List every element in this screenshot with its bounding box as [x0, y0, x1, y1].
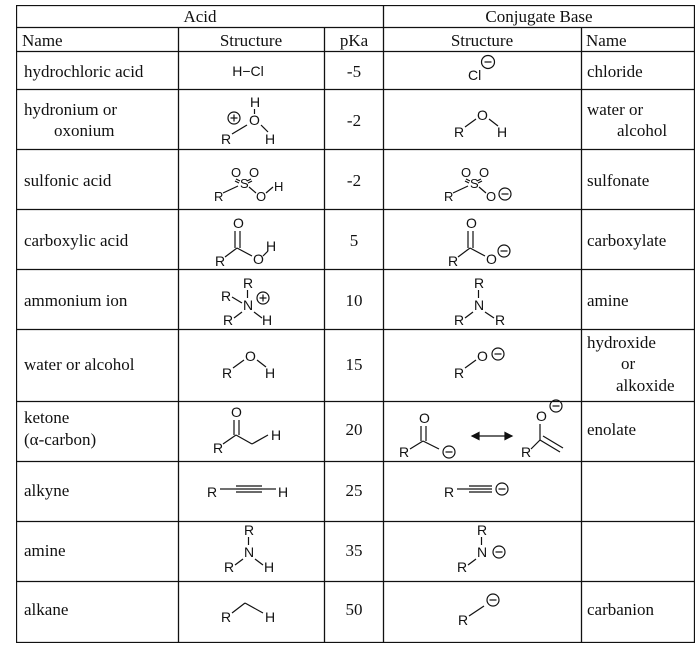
ketone-structure [213, 404, 281, 456]
svg-text:R: R [221, 288, 232, 304]
pka-value: 25 [345, 481, 363, 500]
pka-value: 15 [345, 355, 363, 374]
svg-text:H: H [266, 238, 277, 254]
svg-text:H−Cl: H−Cl [232, 63, 264, 79]
acid-name: carboxylic acid [24, 231, 129, 250]
svg-text:O: O [419, 410, 430, 426]
acid-name: water or alcohol [24, 355, 135, 374]
svg-text:H: H [265, 609, 276, 625]
svg-text:N: N [474, 297, 485, 313]
acid-group-header: Acid [183, 7, 217, 26]
pka-value: -2 [346, 111, 362, 130]
oxonium-structure [221, 94, 275, 147]
svg-text:R: R [221, 609, 232, 625]
svg-text:H: H [262, 312, 273, 328]
svg-text:O: O [477, 107, 488, 123]
pka-value: -5 [346, 62, 362, 81]
base-name-column-header: Name [586, 31, 627, 50]
base-structure-column-header: Structure [450, 31, 514, 50]
hcl-structure [232, 63, 264, 79]
resonance-arrow [472, 433, 512, 440]
svg-text:R: R [457, 559, 468, 575]
carboxylic-acid-structure [215, 215, 276, 269]
svg-text:R: R [454, 365, 465, 381]
water-alcohol-structure [222, 348, 275, 381]
svg-text:O: O [249, 112, 260, 128]
alkane-structure [221, 603, 275, 625]
acid-name: amine [24, 541, 66, 560]
svg-text:R: R [477, 522, 488, 538]
pka-table [16, 5, 695, 643]
acid-name: alkyne [24, 481, 70, 500]
sulfonic-acid-structure [214, 165, 283, 204]
base-name: enolate [587, 420, 637, 439]
svg-text:R: R [495, 312, 506, 328]
pka-column-header: pKa [339, 31, 369, 50]
svg-text:O: O [486, 189, 497, 204]
name-column-header: Name [22, 31, 63, 50]
svg-text:O: O [466, 215, 477, 231]
svg-text:R: R [215, 253, 226, 269]
acid-name: (α-carbon) [24, 430, 97, 449]
base-name: alcohol [617, 121, 668, 140]
svg-text:R: R [454, 312, 465, 328]
svg-text:R: R [221, 131, 232, 147]
pka-value: 10 [345, 291, 363, 310]
svg-text:O: O [245, 348, 256, 364]
svg-text:O: O [233, 215, 244, 231]
carboxylate-structure [448, 215, 510, 269]
acetylide-structure [444, 483, 508, 500]
alkoxide-structure [454, 348, 504, 381]
svg-text:O: O [536, 408, 547, 424]
base-name: or [621, 354, 636, 373]
svg-text:O: O [479, 165, 490, 180]
acid-name: oxonium [54, 121, 115, 140]
amine-acid-structure [224, 522, 274, 575]
sulfonate-structure [444, 165, 511, 204]
acid-name: hydrochloric acid [24, 62, 144, 81]
svg-text:R: R [224, 559, 235, 575]
base-name: water or [587, 100, 644, 119]
svg-text:R: R [458, 612, 469, 628]
svg-text:N: N [477, 544, 488, 560]
svg-text:O: O [477, 348, 488, 364]
ammonium-structure [221, 275, 272, 328]
svg-text:O: O [486, 251, 497, 267]
svg-text:R: R [448, 253, 459, 269]
pka-value: 5 [349, 231, 359, 250]
pka-value: -2 [346, 171, 362, 190]
alcohol-structure [454, 107, 507, 140]
svg-text:H: H [265, 365, 276, 381]
svg-text:R: R [222, 365, 233, 381]
svg-text:R: R [243, 275, 254, 291]
svg-text:H: H [265, 131, 276, 147]
base-name: alkoxide [616, 376, 675, 395]
svg-text:O: O [461, 165, 472, 180]
base-name: amine [587, 291, 629, 310]
svg-text:R: R [521, 444, 532, 460]
svg-text:N: N [244, 544, 255, 560]
base-group-header: Conjugate Base [485, 7, 593, 26]
svg-text:Cl: Cl [468, 67, 482, 83]
svg-text:S: S [240, 176, 249, 191]
base-name: carboxylate [587, 231, 667, 250]
svg-text:O: O [231, 404, 242, 420]
acid-name: alkane [24, 600, 69, 619]
svg-text:R: R [474, 275, 485, 291]
svg-text:R: R [454, 124, 465, 140]
acid-name: hydronium or [24, 100, 118, 119]
svg-text:R: R [223, 312, 234, 328]
enolate-carbanion-structure [399, 410, 455, 460]
acid-name: ketone [24, 408, 70, 427]
svg-text:H: H [278, 484, 289, 500]
svg-text:O: O [256, 189, 267, 204]
svg-text:O: O [253, 251, 264, 267]
alkyne-structure [207, 484, 288, 500]
svg-text:S: S [470, 176, 479, 191]
svg-text:R: R [244, 522, 255, 538]
svg-text:H: H [264, 559, 275, 575]
svg-text:R: R [399, 444, 410, 460]
svg-text:N: N [243, 297, 254, 313]
svg-text:O: O [231, 165, 242, 180]
chloride-structure [468, 56, 495, 84]
svg-text:R: R [444, 484, 455, 500]
svg-text:H: H [497, 124, 508, 140]
pka-value: 35 [345, 541, 363, 560]
structure-column-header: Structure [219, 31, 283, 50]
base-name: chloride [587, 62, 643, 81]
pka-value: 50 [345, 600, 363, 619]
amide-anion-structure [457, 522, 505, 575]
svg-text:H: H [250, 94, 261, 110]
base-name: carbanion [587, 600, 655, 619]
svg-text:H: H [271, 427, 282, 443]
pka-value: 20 [345, 420, 363, 439]
svg-text:R: R [214, 189, 224, 204]
base-name: sulfonate [587, 171, 650, 190]
acid-name: ammonium ion [24, 291, 128, 310]
svg-text:R: R [444, 189, 454, 204]
svg-text:R: R [207, 484, 218, 500]
svg-text:O: O [249, 165, 260, 180]
acid-name: sulfonic acid [24, 171, 112, 190]
svg-text:R: R [213, 440, 224, 456]
base-name: hydroxide [587, 333, 656, 352]
amine-base-structure [454, 275, 505, 328]
enolate-oxyanion-structure [521, 400, 563, 460]
carbanion-structure [458, 594, 499, 628]
svg-text:H: H [274, 179, 284, 194]
